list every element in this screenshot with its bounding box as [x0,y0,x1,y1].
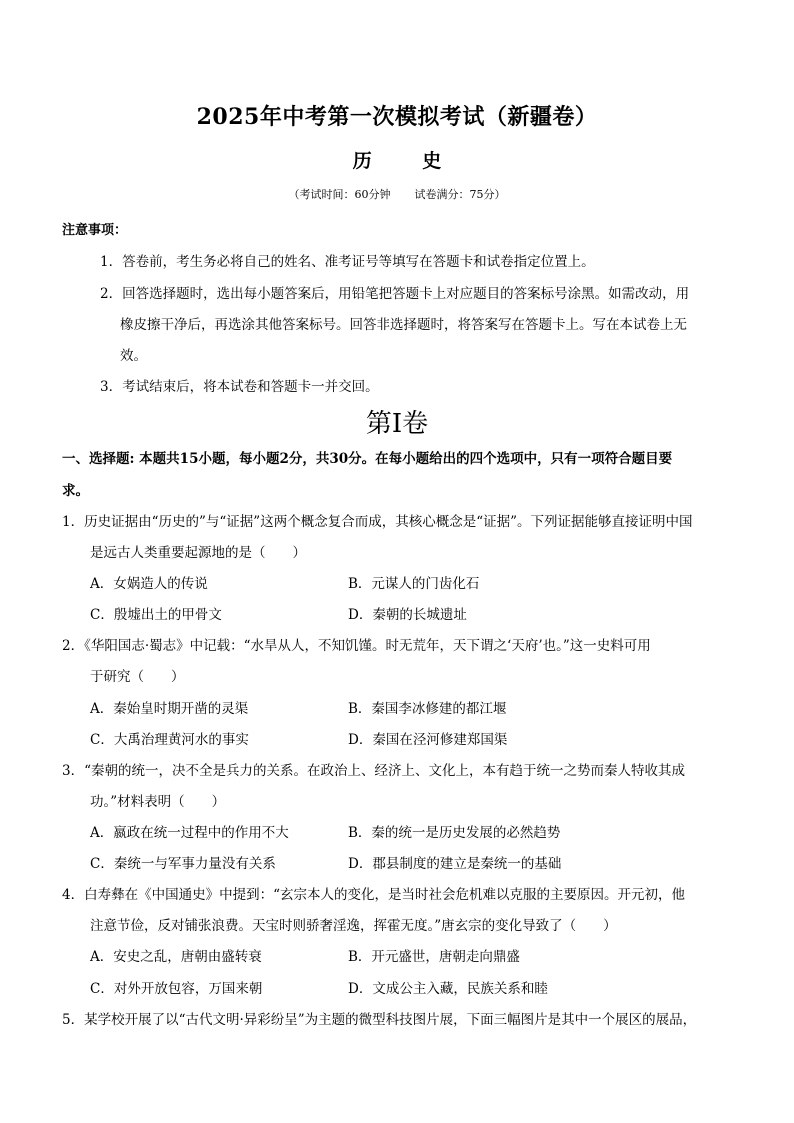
section-intro-line-2: 求。 [62,483,89,499]
notice-item-2-line-2: 橡皮擦干净后，再选涂其他答案标号。回答非选择题时，将答案写在答题卡上。写在本试卷上无 [120,317,687,333]
q1-option-a: A．女娲造人的传说 [90,576,208,592]
exam-meta [0,186,794,202]
section-intro-line-1: 一、选择题: 本题共15小题，每小题2分，共30分。在每小题给出的四个选项中，只有一项符合题目要 [62,451,673,467]
notice-item-2-line-1: 2．回答选择题时，选出每小题答案后，用铅笔把答题卡上对应题目的答案标号涂黑。如需改动，用 [100,286,690,302]
notice-item-1: 1．答卷前，考生务必将自己的姓名、准考证号等填写在答题卡和试卷指定位置上。 [100,254,595,270]
q4-option-d: D．文成公主入藏，民族关系和睦 [348,981,548,997]
q1-option-c: C．殷墟出土的甲骨文 [90,607,222,623]
q2-stem-line-2: 于研究（ ） [90,669,185,685]
q4-option-a: A．安史之乱，唐朝由盛转衰 [90,949,262,965]
q4-stem-line-1: 4．白寿彝在《中国通史》中提到：“玄宗本人的变化，是当时社会危机难以克服的主要原因。开元初，他 [62,887,685,903]
time-note: （考试时间：60分钟 [288,188,391,201]
q2-option-a: A．秦始皇时期开凿的灵渠 [90,701,249,717]
q4-option-b: B．开元盛世，唐朝走向鼎盛 [348,949,520,965]
score-note: 试卷满分：75分） [414,188,506,201]
q1-option-b: B．元谋人的门齿化石 [348,576,480,592]
q5-stem-line-1: 5．某学校开展了以“古代文明·异彩纷呈”为主题的微型科技图片展，下面三幅图片是其中一个展区的展品， [62,1012,697,1028]
q2-stem-line-1: 2．《华阳国志·蜀志》中记载：“水旱从人，不知饥馑。时无荒年，天下谓之‘天府’也。”这一史料可用 [62,638,651,654]
q3-stem-line-2: 功。”材料表明（ ） [90,794,226,810]
notice-item-3: 3．考试结束后，将本试卷和答题卡一并交回。 [100,379,379,395]
exam-title: 2025年中考第一次模拟考试（新疆卷） [196,104,598,130]
notice-title: 注意事项： [62,222,128,237]
q1-stem-line-2: 是远古人类重要起源地的是（ ） [90,545,306,561]
notice-item-2-line-3: 效。 [120,348,147,364]
q1-option-d: D．秦朝的长城遗址 [348,607,467,623]
q3-option-d: D．郡县制度的建立是秦统一的基础 [348,856,562,872]
q4-option-c: C．对外开放包容，万国来朝 [90,981,263,997]
q3-option-c: C．秦统一与军事力量没有关系 [90,856,276,872]
q2-option-c: C．大禹治理黄河水的事实 [90,732,249,748]
q1-stem-line-1: 1．历史证据由“历史的”与“证据”这两个概念复合而成，其核心概念是“证据”。下列证据能够直接证明中国 [62,514,693,530]
q2-option-b: B．秦国李冰修建的都江堰 [348,701,507,717]
section-heading: 第Ⅰ卷 [365,409,429,439]
q2-option-d: D．秦国在泾河修建郑国渠 [348,732,508,748]
q3-option-a: A．嬴政在统一过程中的作用不大 [90,825,289,841]
subject-title: 历 史 [352,150,464,172]
q3-option-b: B．秦的统一是历史发展的必然趋势 [348,825,561,841]
q4-stem-line-2: 注意节俭，反对铺张浪费。天宝时则骄奢淫逸，挥霍无度。”唐玄宗的变化导致了（ ） [90,918,617,934]
q3-stem-line-1: 3．“秦朝的统一，决不全是兵力的关系。在政治上、经济上、文化上，本有趋于统一之势而秦人特收其成 [62,763,685,779]
